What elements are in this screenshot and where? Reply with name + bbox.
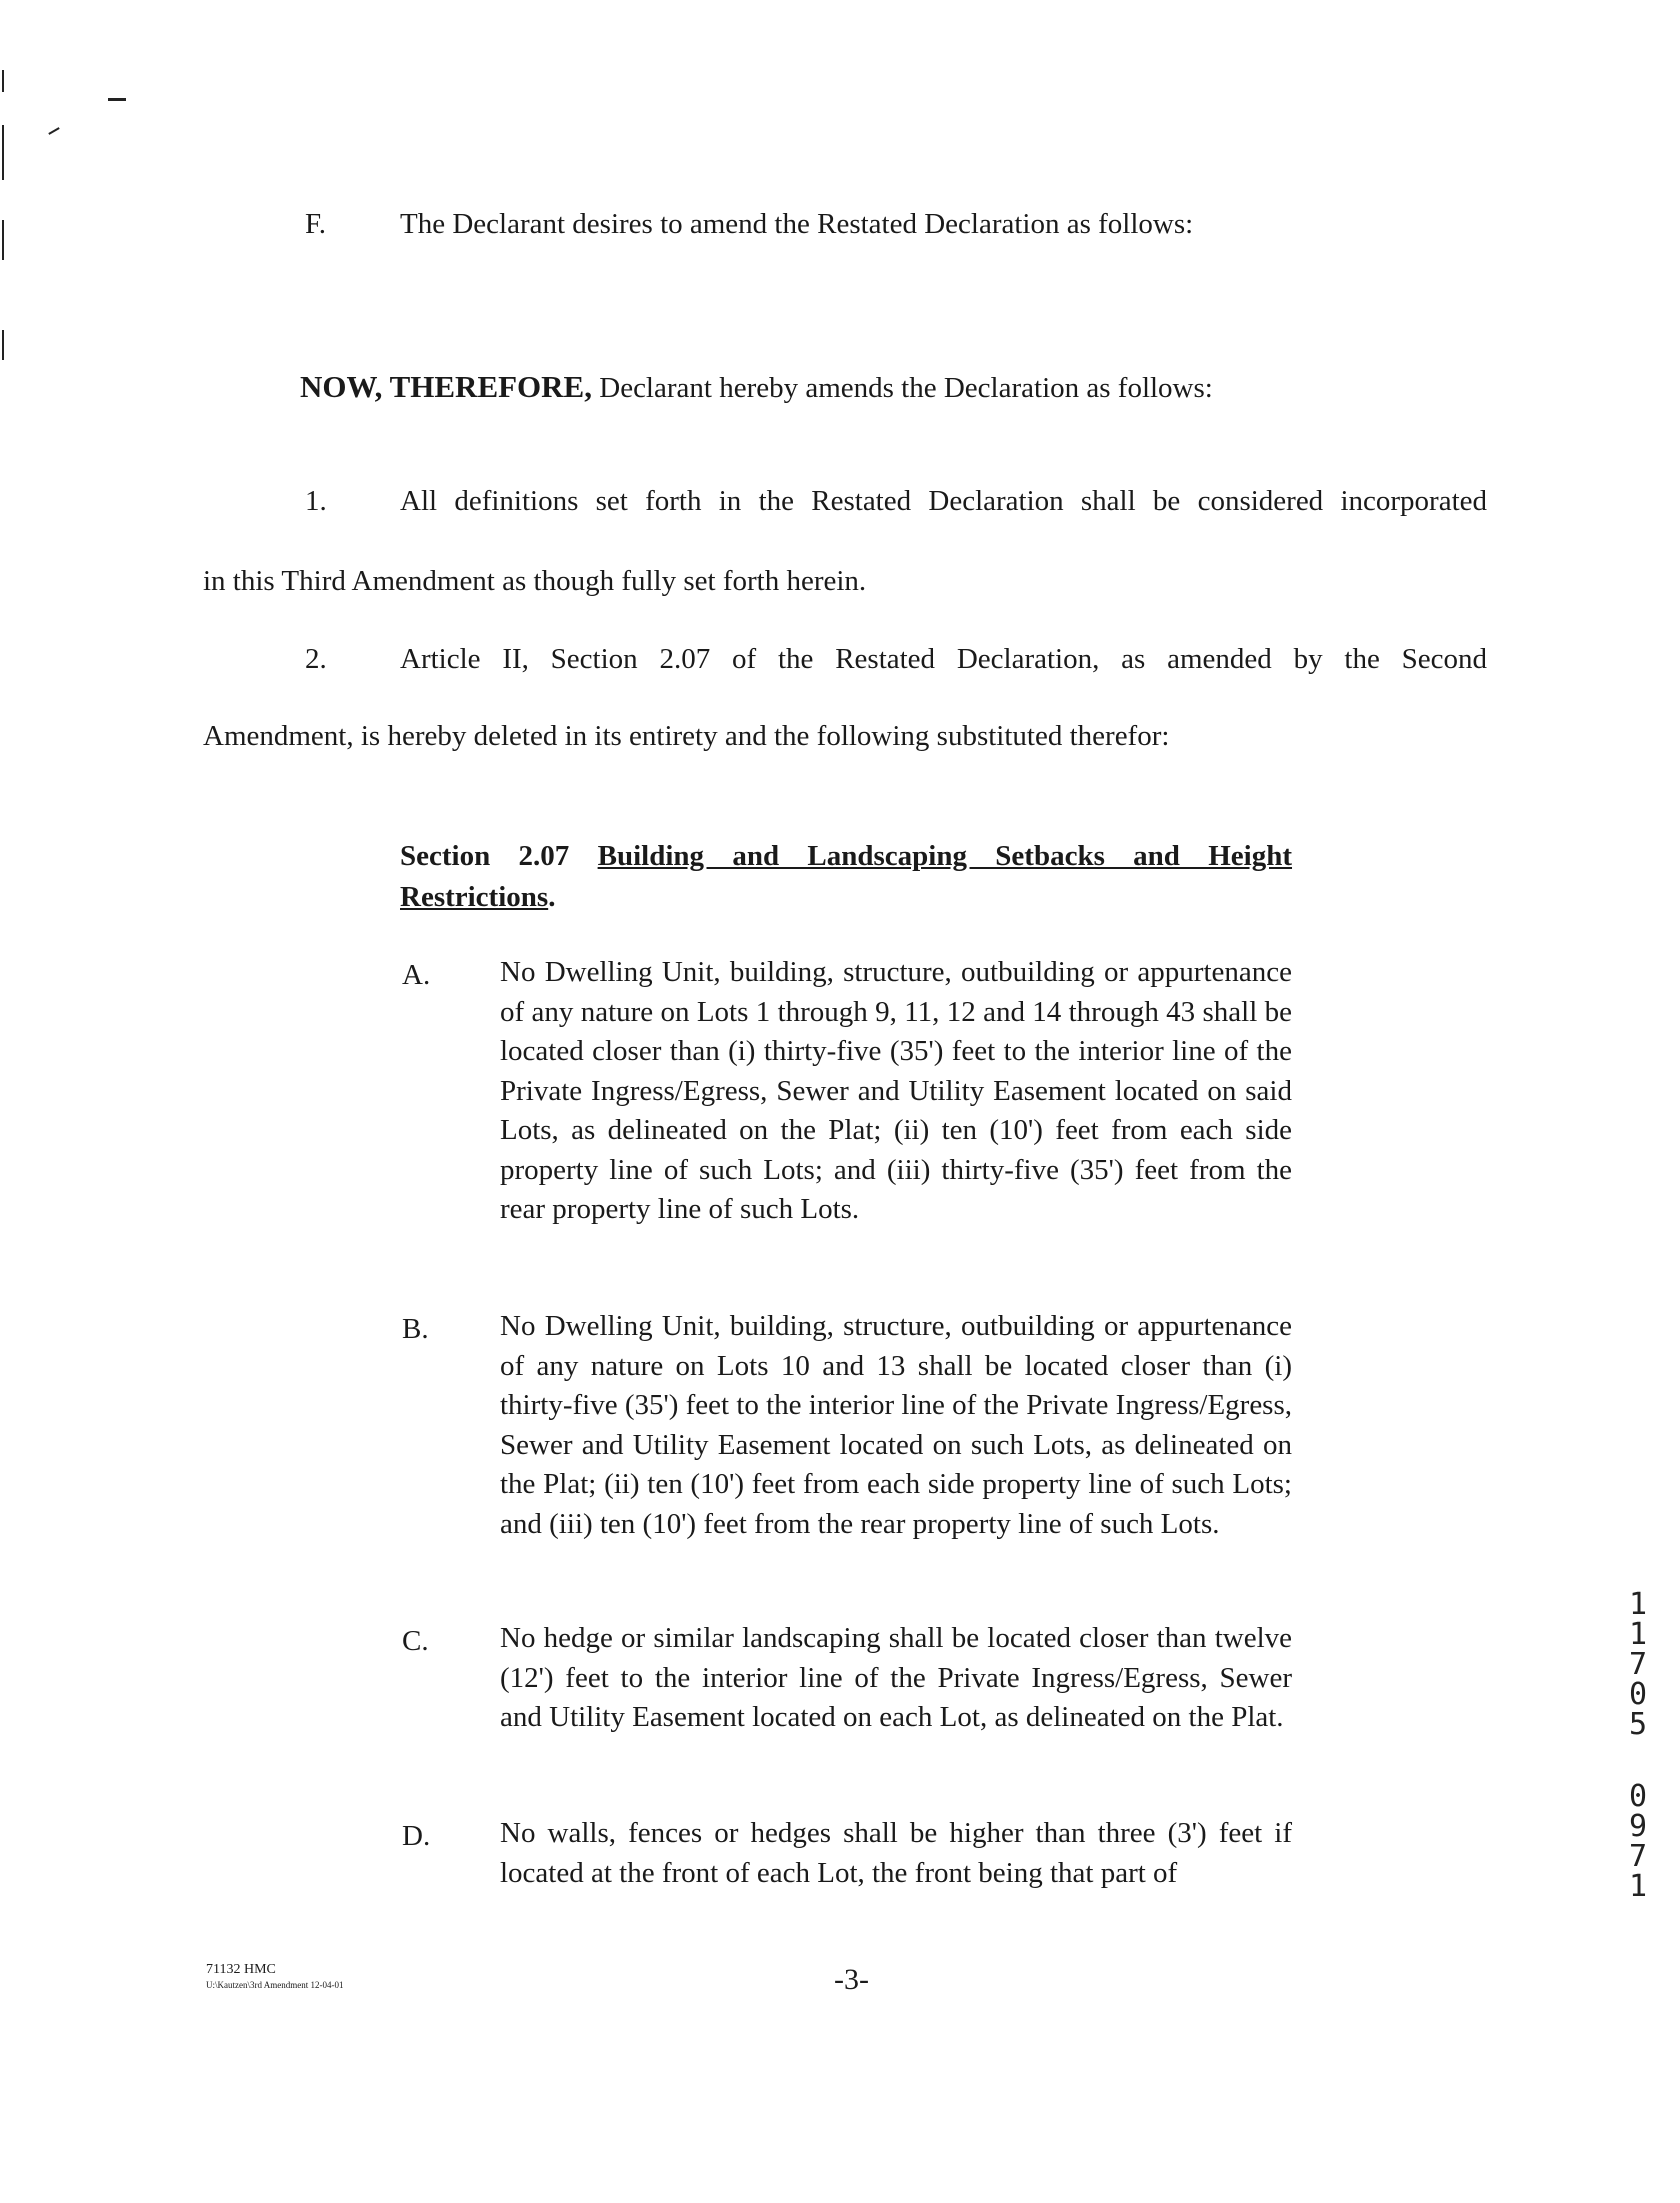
stamp-digit: 7 (1628, 1839, 1648, 1874)
section-title: Building and Landscaping Setbacks and Height Restrictions (400, 840, 1293, 913)
stamp-digit: 0 (1628, 1677, 1648, 1712)
now-therefore-paragraph (300, 371, 1213, 403)
now-therefore-text: Declarant hereby amends the Declaration as follows: (592, 372, 1213, 404)
scan-edge-mark (108, 98, 126, 101)
paragraph-2-label: 2. (305, 643, 327, 675)
section-heading (400, 836, 1292, 918)
scan-edge-mark (48, 127, 59, 135)
stamp-digit: 9 (1628, 1809, 1648, 1844)
section-number: Section 2.07 (400, 840, 570, 872)
item-d-label: D. (402, 1820, 431, 1852)
paragraph-f-text: The Declarant desires to amend the Restated Declaration as follows: (400, 208, 1194, 240)
item-d-text: No walls, fences or hedges shall be higher than three (3') feet if located at the front of each Lot, the front being that part of (500, 1817, 1292, 1889)
section-period: . (548, 881, 556, 913)
paragraph-2-line-2: Amendment, is hereby deleted in its entirety and the following substituted therefor: (203, 720, 1170, 752)
footer-doc-id: 71132 HMC (206, 1962, 276, 1977)
scan-edge-mark (2, 220, 4, 260)
item-a-label: A. (402, 959, 431, 991)
now-therefore-bold: NOW, THEREFORE, (300, 369, 592, 404)
paragraph-1-line-2: in this Third Amendment as though fully set forth herein. (203, 565, 867, 597)
item-b-label: B. (402, 1313, 429, 1345)
stamp-digit: 5 (1628, 1707, 1648, 1742)
item-a-text: No Dwelling Unit, building, structure, outbuilding or appurtenance of any nature on Lots 1 through 9, 11, 12 and 14 through 43 shall be located closer than (i) thirty-five (35') feet to the interior line of the Private Ingress/Egress, Sewer and Utility Easement located on said Lots, as delineated on the Plat; (ii) ten (10') feet from each side property line of such Lots; and (iii) thirty-five (35') feet from the rear property line of such Lots. (500, 956, 1292, 1225)
stamp-digit: 0 (1628, 1779, 1648, 1814)
paragraph-1-label: 1. (305, 485, 327, 517)
paragraph-1-line-1: All definitions set forth in the Restated Declaration shall be considered incorporated (400, 485, 1487, 517)
footer-doc-path: U:\Kautzen\3rd Amendment 12-04-01 (206, 1980, 344, 1990)
stamp-digit: 7 (1628, 1647, 1648, 1682)
page-number: -3- (834, 1963, 869, 1996)
item-b-text: No Dwelling Unit, building, structure, outbuilding or appurtenance of any nature on Lots 10 and 13 shall be located closer than (i) thirty-five (35') feet to the interior line of the Private Ingress/Egress, Sewer and Utility Easement located on such Lots, as delineated on the Plat; (ii) ten (10') feet from each side property line of such Lots; and (iii) ten (10') feet from the rear property line of such Lots. (500, 1310, 1293, 1540)
scan-edge-mark (2, 125, 4, 180)
stamp-digit: 1 (1628, 1617, 1648, 1652)
recording-stamp (1618, 1587, 1658, 1904)
scan-edge-mark (2, 70, 4, 92)
stamp-digit: 1 (1628, 1587, 1648, 1622)
item-c-text: No hedge or similar landscaping shall be located closer than twelve (12') feet to the interior line of the Private Ingress/Egress, Sewer and Utility Easement located on each Lot, as delineated on the Plat. (500, 1622, 1292, 1733)
scan-edge-mark (2, 330, 4, 360)
item-c-label: C. (402, 1625, 429, 1657)
paragraph-f-label: F. (305, 208, 327, 240)
paragraph-2-line-1: Article II, Section 2.07 of the Restated Declaration, as amended by the Second (400, 643, 1487, 675)
stamp-digit: 1 (1628, 1869, 1648, 1904)
